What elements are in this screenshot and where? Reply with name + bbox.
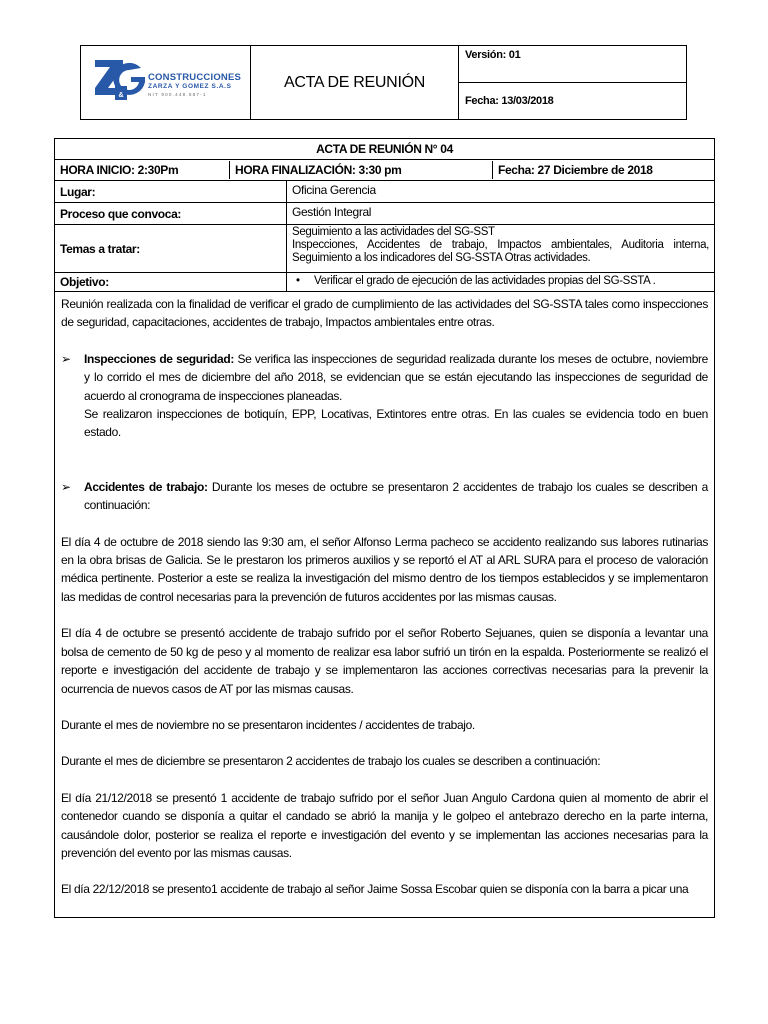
svg-text:&: & [118,92,124,99]
location-row [55,181,714,203]
logo-brand: CONSTRUCCIONES [148,72,242,83]
document-meta [459,46,686,119]
logo-text [148,72,241,98]
objective-text: Verificar el grado de ejecución de las actividades propias del SG-SSTA . [314,275,656,287]
topics-row [55,225,714,273]
accidents-text: Durante los meses de octubre se presentaron 2 accidentes de trabajo los cuales se describen a continuación: [84,479,708,513]
intro-paragraph: Reunión realizada con la finalidad de verificar el grado de cumplimiento de las actividades del SG-SSTA tales como inspecciones de seguridad, capacitaciones, accidentes de trabajo, Impactos ambientales entre otras. [61,297,708,330]
logo-company: ZARZA Y GOMEZ S.A.S [148,83,232,90]
logo-nit: NIT 900.448.687-1 [148,92,207,97]
document-header [80,45,687,120]
process-row [55,203,714,225]
paragraph-3: Durante el mes de noviembre no se presentaron incidentes / accidentes de trabajo. [61,717,475,732]
version-field: Versión: 01 [459,46,686,83]
inspections-text-2: Se realizaron inspecciones de botiquín, EPP, Locativas, Extintores entre otras. En las cuales se evidencia todo en buen estado. [84,407,708,440]
company-logo [81,46,251,119]
accidents-item [61,478,708,515]
paragraph-6: El día 22/12/2018 se presento1 accidente de trabajo al señor Jaime Sossa Escobar quien se disponía con la barra a picar una [61,882,689,897]
bullet-icon: • [296,275,300,287]
time-row [55,160,714,181]
objective-row [55,273,714,292]
inspections-title: Inspecciones de seguridad: [84,351,234,366]
acta-title: ACTA DE REUNIÓN N° 04 [316,142,453,156]
paragraph-4: Durante el mes de diciembre se presentaron 2 accidentes de trabajo los cuales se describen a continuación: [61,754,601,769]
topics-line-2: Inspecciones, Accidentes de trabajo, Impactos ambientales, Auditoria interna, Seguimiento a los indicadores del SG-SSTA Otras actividades. [292,239,709,264]
inspections-item [61,350,708,442]
location-value: Oficina Gerencia [292,183,376,197]
paragraph-2: El día 4 de octubre se presentó accidente de trabajo sufrido por el señor Roberto Sejuanes, quien se disponía a levantar una bolsa de cemento de 50 kg de peso y al momento de realizar esa labor sufrió un tirón en la espalda. Posteriormente se realizó el reporte e investigación del accidente de trabajo y se implementaron las acciones correctivas necesarias para la prevenir la ocurrencia de nuevos casos de AT por las mismas causas. [61,626,708,696]
paragraph-1: El día 4 de octubre de 2018 siendo las 9:30 am, el señor Alfonso Lerma pacheco se accidento realizando sus labores rutinarias en la obra brisas de Galicia. Se le prestaron los primeros auxilios y se reportó el AT al ARL SURA para el proceso de valoración médica pertinente. Posterior a este se realiza la investigación del mismo dentro de los tiempos establecidos y se implementaron las medidas de control necesarias para la prevención de futuros accidentes por las mismas causas. [61,534,708,604]
accidents-title: Accidentes de trabajo: [84,479,208,494]
end-time: HORA FINALIZACIÓN: 3:30 pm [230,161,493,179]
meeting-date: Fecha: 27 Diciembre de 2018 [498,163,653,177]
start-time: HORA INICIO: 2:30Pm [55,161,230,179]
document-title: ACTA DE REUNIÓN [251,46,459,119]
minutes-content [55,292,714,902]
objective-label: Objetivo: [55,273,287,291]
paragraph-5: El día 21/12/2018 se presentó 1 accidente de trabajo sufrido por el señor Juan Angulo Cardona quien al momento de abrir el contenedor cuando se disponía a quitar el candado se abrió la manija y le golpeo el antebrazo derecho en la parte interna, causándole dolor, posterior se realiza el reporte e investigación del evento y se implementan las acciones necesarias para la prevención del evento por las mismas causas. [61,790,708,860]
meeting-table [54,138,715,918]
location-label: Lugar: [55,181,287,202]
objective-value [287,273,714,291]
topics-value [287,225,714,272]
topics-line-1: Seguimiento a las actividades del SG-SST [292,226,495,238]
acta-title-row [55,139,714,160]
date-field: Fecha: 13/03/2018 [465,95,554,107]
process-label: Proceso que convoca: [55,203,287,224]
topics-label: Temas a tratar: [55,225,287,272]
zg-logo-icon [93,58,145,106]
inspections-text: Se verifica las inspecciones de seguridad realizada durante los meses de octubre, noviembre y lo corrido el mes de diciembre del año 2018, se evidencian que se están ejecutando las inspecciones de seguridad de acuerdo al cronograma de inspecciones planeadas. [84,351,708,403]
process-value: Gestión Integral [292,205,372,219]
arrow-bullet-icon: ➢ [61,351,71,366]
arrow-bullet-icon: ➢ [61,479,71,494]
